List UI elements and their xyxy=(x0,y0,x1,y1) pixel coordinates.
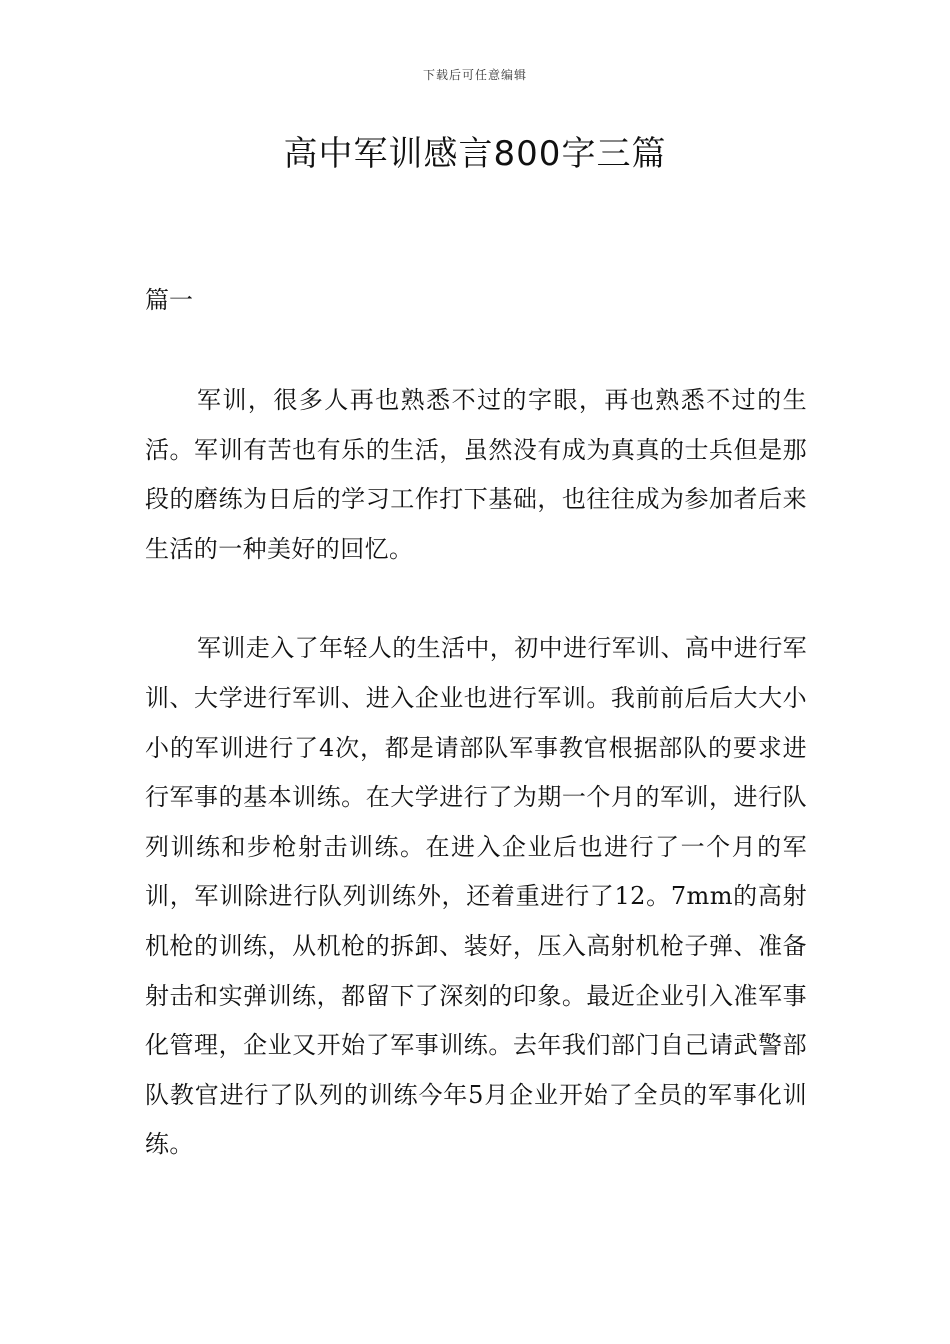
paragraph-1: 军训，很多人再也熟悉不过的字眼，再也熟悉不过的生活。军训有苦也有乐的生活，虽然没有成为真真的士兵但是那段的磨练为日后的学习工作打下基础，也往往成为参加者后来生活的一种美好的回忆。 xyxy=(145,386,807,563)
document-body xyxy=(145,280,807,1220)
paragraph-2: 军训走入了年轻人的生活中，初中进行军训、高中进行军训、大学进行军训、进入企业也进行军训。我前前后后大大小小的军训进行了4次，都是请部队军事教官根据部队的要求进行军事的基本训练。在大学进行了为期一个月的军训，进行队列训练和步枪射击训练。在进入企业后也进行了一个月的军训，军训除进行队列训练外，还着重进行了12。7mm的高射机枪的训练，从机枪的拆卸、装好，压入高射机枪子弹、准备射击和实弹训练，都留下了深刻的印象。最近企业引入准军事化管理，企业又开始了军事训练。去年我们部门自己请武警部队教官进行了队列的训练今年5月企业开始了全员的军事化训练。 xyxy=(145,634,807,1159)
header-note: 下载后可任意编辑 xyxy=(422,68,527,82)
document-title: 高中军训感言800字三篇 xyxy=(283,134,667,174)
section-label: 篇一 xyxy=(145,286,193,314)
